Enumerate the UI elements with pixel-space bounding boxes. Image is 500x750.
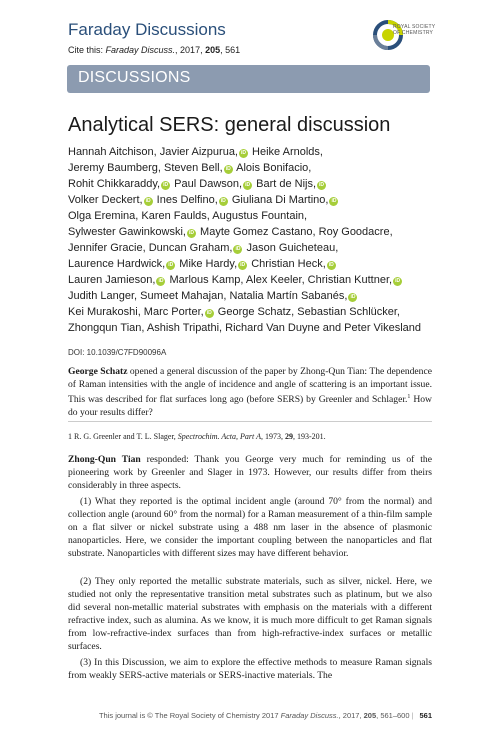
author-names: Jennifer Gracie, Duncan Graham,: [68, 242, 233, 254]
author-names: Marlous Kamp, Alex Keeler, Christian Kuttner,: [166, 274, 393, 286]
author-line: [68, 192, 438, 208]
orcid-icon[interactable]: iD: [163, 182, 169, 188]
author-names: Hannah Aitchison, Javier Aizpurua,: [68, 146, 238, 158]
paragraph-text: responded: Thank you George very much for reminding us of the pioneering work by Greenler and Slager in 1973. However, our results differ from theirs considerably in three aspects.: [68, 454, 432, 491]
author-names: Paul Dawson,: [171, 178, 243, 190]
author-names: Mike Hardy,: [176, 258, 238, 270]
orcid-icon[interactable]: iD: [241, 150, 246, 156]
author-line: [68, 288, 438, 304]
reference-authors: 1 R. G. Greenler and T. L. Slager,: [68, 432, 178, 441]
author-names: Bart de Nijs,: [253, 178, 317, 190]
cite-mid: , 2017,: [175, 45, 206, 55]
author-names: Lauren Jamieson,: [68, 274, 156, 286]
footer-copyright: This journal is © The Royal Society of Chemistry 2017: [98, 711, 279, 720]
orcid-icon[interactable]: iD: [220, 198, 226, 204]
footer-volume: 205: [363, 711, 377, 720]
paragraph-point-1: (1) What they reported is the optimal incident angle (around 70° from the normal) and collection angle (around 60° from the normal) for a Raman measurement of a thin-film sample on a flat silver or nickel substrate using a 488 nm laser in the absence of plasmonic nanoparticles. Here, we consider the important coupling between the nanoparticles and flat substrate. Nanoparticles with different sizes may have different behavior.: [68, 496, 432, 559]
paragraph-tian: [68, 453, 432, 492]
reference-divider: [68, 421, 432, 422]
footer-separator: |: [411, 711, 414, 720]
author-names: Heike Arnolds,: [249, 146, 323, 158]
author-line: [68, 272, 438, 288]
footnote-mark: 1: [407, 394, 411, 400]
rsc-logo-text: ROYAL SOCIETY OF CHEMISTRY: [393, 24, 436, 36]
author-line: [68, 224, 438, 240]
paragraph-schatz: [68, 365, 432, 419]
orcid-icon[interactable]: iD: [245, 182, 251, 188]
author-names: Jeremy Baumberg, Steven Bell,: [68, 162, 223, 174]
paragraph-point-3: (3) In this Discussion, we aim to explore the effective methods to measure Raman signals from weakly SERS-active materials or SERS-inactive materials. The: [68, 657, 432, 681]
citation-line: [68, 45, 240, 55]
orcid-icon[interactable]: iD: [158, 278, 164, 284]
orcid-icon[interactable]: iD: [168, 262, 174, 268]
orcid-icon[interactable]: iD: [235, 246, 241, 252]
orcid-icon[interactable]: iD: [395, 278, 401, 284]
orcid-icon[interactable]: iD: [225, 166, 231, 172]
orcid-icon[interactable]: iD: [240, 262, 246, 268]
orcid-icon[interactable]: iD: [188, 230, 194, 236]
author-names: Zhongqun Tian, Ashish Tripathi, Richard Van Duyne and Peter Vikesland: [68, 322, 422, 334]
author-names: Jason Guicheteau,: [243, 242, 339, 254]
orcid-icon[interactable]: iD: [328, 262, 334, 268]
footer-journal: Faraday Discuss.: [280, 711, 339, 720]
article-title: Analytical SERS: general discussion: [68, 114, 391, 136]
author-names: Judith Langer, Sumeet Mahajan, Natalia Martín Sabanés,: [68, 290, 348, 302]
cite-prefix: Cite this:: [68, 45, 106, 55]
speaker-name: Zhong-Qun Tian: [68, 454, 141, 465]
footer-pages: , 561–600: [376, 711, 410, 720]
author-line: [68, 176, 438, 192]
speaker-name: George Schatz: [68, 366, 128, 377]
footer-year: , 2017,: [338, 711, 364, 720]
author-line: [68, 144, 438, 160]
author-names: Laurence Hardwick,: [68, 258, 166, 270]
banner-label: DISCUSSIONS: [78, 69, 191, 86]
orcid-icon[interactable]: iD: [350, 294, 356, 300]
orcid-icon[interactable]: iD: [331, 198, 337, 204]
author-line: [68, 208, 438, 224]
page-number: 561: [419, 711, 432, 720]
author-names: Mayte Gomez Castano, Roy Goodacre,: [196, 226, 393, 238]
author-names: Olga Eremina, Karen Faulds, Augustus Fountain,: [68, 210, 308, 222]
reference-1: [68, 432, 432, 441]
orcid-icon[interactable]: iD: [319, 182, 325, 188]
paragraph-end: How do your results differ?: [68, 394, 432, 419]
author-names: Ines Delfino,: [153, 194, 218, 206]
reference-volume: 29: [284, 432, 293, 441]
author-names: Sylwester Gawinkowski,: [68, 226, 186, 238]
journal-title: Faraday Discussions: [68, 20, 226, 39]
page-footer: [68, 711, 432, 720]
author-line: [68, 320, 438, 336]
doi: DOI: 10.1039/C7FD90096A: [68, 348, 167, 357]
author-names: Volker Deckert,: [68, 194, 143, 206]
author-names: Giuliana Di Martino,: [228, 194, 329, 206]
author-line: [68, 256, 438, 272]
cite-journal: Faraday Discuss.: [105, 45, 176, 55]
cite-page: , 561: [220, 45, 241, 55]
cite-volume: 205: [205, 45, 221, 55]
author-line: [68, 240, 438, 256]
section-banner: [67, 65, 430, 93]
author-names: Christian Heck,: [248, 258, 326, 270]
reference-pages: , 193-201.: [292, 432, 326, 441]
orcid-icon[interactable]: iD: [206, 310, 212, 316]
author-line: [68, 160, 438, 176]
reference-year: , 1973,: [260, 432, 285, 441]
author-names: Rohit Chikkaraddy,: [68, 178, 161, 190]
author-names: Alois Bonifacio,: [233, 162, 312, 174]
author-list: [68, 144, 438, 336]
author-names: Kei Murakoshi, Marc Porter,: [68, 306, 204, 318]
paragraph-text: opened a general discussion of the paper by Zhong-Qun Tian: The dependence of Raman intensities with the angle of incidence and angle of scattering is an important issue. This was described for flat surfaces long ago (before SERS) by Greenler and Schlager.: [68, 366, 432, 406]
paragraph-point-2: (2) They only reported the metallic substrate materials, such as silver, nickel. Here, we studied not only the representative transition metal substrates such as platinum, but we also did several non-metallic material substrates with emphasis on the materials with a different refractive index, such as alumina. As we know, it is much more difficult to get Raman signals from low-refractive-index surfaces than from high-refractive-index surfaces or metallic surfaces.: [68, 576, 432, 652]
orcid-icon[interactable]: iD: [145, 198, 151, 204]
author-names: George Schatz, Sebastian Schlücker,: [214, 306, 400, 318]
author-line: [68, 304, 438, 320]
reference-journal: Spectrochim. Acta, Part A: [177, 432, 261, 441]
